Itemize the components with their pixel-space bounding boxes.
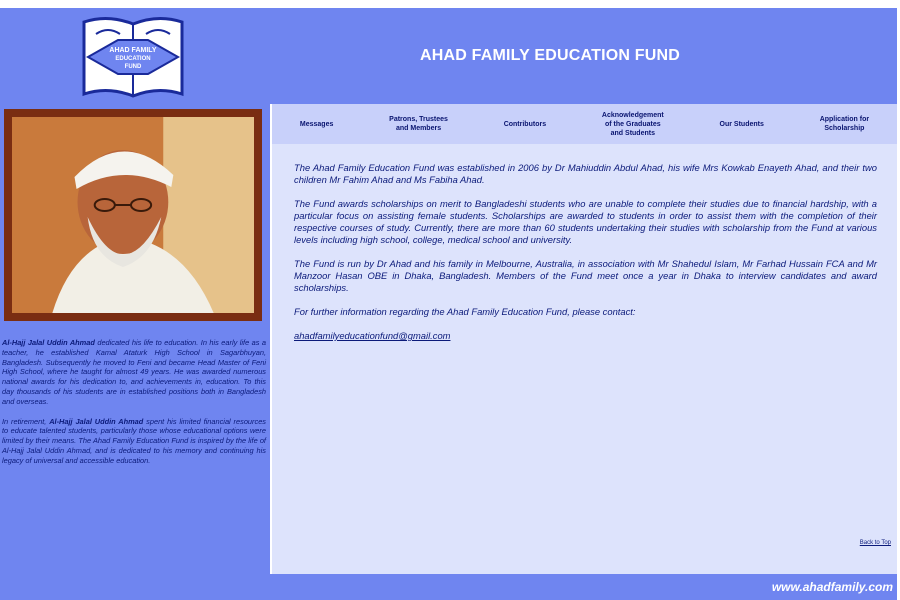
nav-our-students[interactable]: Our Students <box>719 120 764 128</box>
contact-paragraph: For further information regarding the Ahad Family Education Fund, please contact: <box>294 306 636 317</box>
site-title: AHAD FAMILY EDUCATION FUND <box>420 47 681 64</box>
footer-bar <box>0 574 897 600</box>
bio-name: Al-Hajj Jalal Uddin Ahmad <box>49 416 144 426</box>
bio-text: dedicated his life to education. In his early life as a teacher, he established Kamal Ataturk High School in Sagarbhuyan, Bangladesh. Subsequently he moved to Feni and became Head Master of Feni High School, where he taught for almost 49 years. He was awarded numerous national awards for his dedication to, and achievements in, education. To this day thousands of his students are in established positions both in Bangladesh and overseas. <box>2 338 266 406</box>
bio-paragraph-1 <box>2 338 266 407</box>
management-paragraph: The Fund is run by Dr Ahad and his family in Melbourne, Australia, in association with Mr Shahedul Islam, Mr Farhad Hussain FCA and Mr Manzoor Hasan OBE in Dhaka, Bangladesh. Members of the Fund meet once a year in Dhaka to interview candidates and award scholarships. <box>294 258 877 293</box>
nav-contributors[interactable]: Contributors <box>503 120 547 128</box>
main-navigation <box>272 104 897 144</box>
content-text <box>294 162 877 354</box>
portrait-painting-icon <box>12 117 254 313</box>
main-content <box>272 144 897 574</box>
open-book-logo-icon <box>78 12 188 102</box>
nav-messages[interactable]: Messages <box>299 120 334 128</box>
header-bar <box>0 8 897 104</box>
scholarship-paragraph: The Fund awards scholarships on merit to Bangladeshi students who are unable to complete their studies due to financial hardship, with a particular focus on assisting female students. Scholarships are awarded to students in order to assist them with the completion of their respective courses of study. Currently, there are more than 60 students undertaking their studies with scholarship from the Fund at various levels including high school, college, medical school and university. <box>294 198 877 245</box>
founder-portrait <box>4 109 262 321</box>
intro-paragraph: The Ahad Family Education Fund was established in 2006 by Dr Mahiuddin Abdul Ahad, his wife Mrs Kowkab Enayeth Ahad, and their two children Mr Fahim Ahad and Ms Fabiha Ahad. <box>294 162 877 185</box>
bio-text: spent his limited financial resources to educate talented students, particularly those whose educational options were limited by their means. The Ahad Family Education Fund is inspired by the life of Al-Hajj Jalal Uddin Ahmad, and is dedicated to his memory and continuing his legacy of universal and accessible education. <box>2 416 266 465</box>
email-line <box>294 330 877 342</box>
fund-logo[interactable] <box>78 12 188 102</box>
back-to-top-link[interactable]: Back to Top <box>859 540 891 546</box>
logo-line-2: EDUCATION <box>115 56 151 62</box>
logo-line-1: AHAD FAMILY <box>109 47 157 54</box>
footer-website-link[interactable]: www.ahadfamily.com <box>771 580 893 594</box>
contact-email-link[interactable]: ahadfamilyeducationfund@gmail.com <box>294 330 451 341</box>
nav-acknowledgement[interactable]: Acknowledgement of the Graduates and Students <box>601 111 664 137</box>
logo-line-3: FUND <box>124 64 142 70</box>
bio-name: Al-Hajj Jalal Uddin Ahmad <box>2 338 95 347</box>
founder-biography <box>2 338 266 476</box>
bio-paragraph-2 <box>2 417 266 466</box>
nav-patrons-trustees-members[interactable]: Patrons, Trustees and Members <box>389 116 448 132</box>
nav-application-scholarship[interactable]: Application for Scholarship <box>819 116 870 132</box>
bio-intro: In retirement, <box>2 416 50 426</box>
